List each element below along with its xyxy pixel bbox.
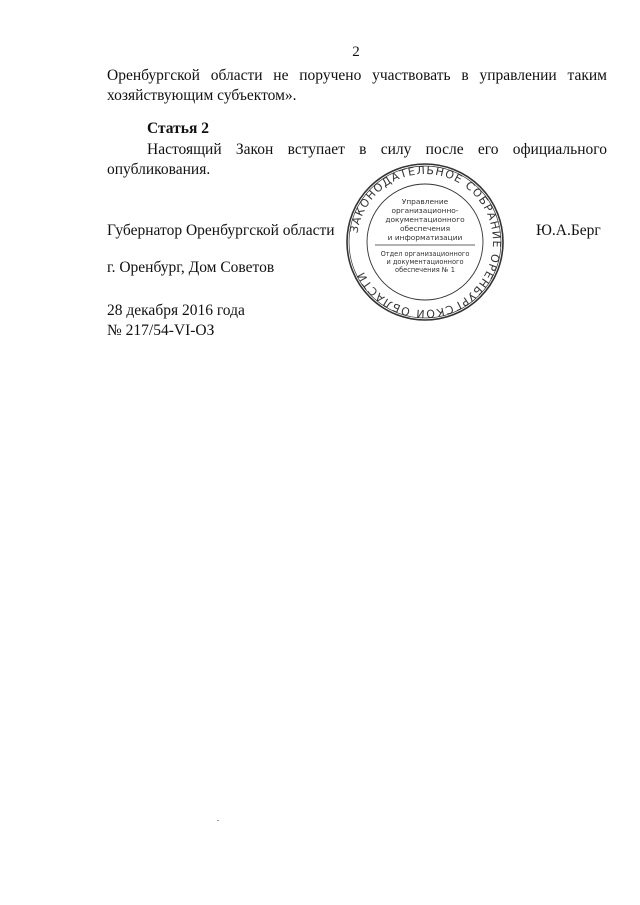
law-number: № 217/54-VI-ОЗ xyxy=(107,322,215,339)
seal-inner-line: и информатизации xyxy=(387,233,463,242)
paragraph-continuation xyxy=(107,66,607,106)
seal-inner-line: обеспечения № 1 xyxy=(395,266,455,274)
paragraph-line: опубликования. xyxy=(107,161,211,178)
seal-inner-line: Отдел организационного xyxy=(380,250,470,258)
paragraph-line: хозяйствующим субъектом». xyxy=(107,87,297,104)
seal-inner-line: и документационного xyxy=(386,258,464,266)
seal-inner-line: Управление xyxy=(401,197,449,206)
official-seal xyxy=(345,162,505,322)
paragraph-line: Оренбургской области не поручено участвовать в управлении таким xyxy=(107,67,607,84)
article-heading: Статья 2 xyxy=(147,120,209,137)
paragraph-line: Настоящий Закон вступает в силу после его официального xyxy=(147,141,607,158)
signing-place: г. Оренбург, Дом Советов xyxy=(107,259,275,276)
signatory-name: Ю.А.Берг xyxy=(536,222,601,239)
seal-outer-text: ЗАКОНОДАТЕЛЬНОЕ СОБРАНИЕ ОРЕНБУРГСКОЙ ОБЛАСТИ xyxy=(347,163,504,321)
seal-inner-line: обеспечения xyxy=(399,224,451,233)
seal-inner-line: организационно- xyxy=(391,206,459,215)
seal-inner-line: документационного xyxy=(385,215,465,224)
law-date: 28 декабря 2016 года xyxy=(107,302,245,319)
scan-speck xyxy=(217,820,219,821)
law-date-block xyxy=(107,301,245,341)
page-number: 2 xyxy=(352,44,360,60)
signatory-position: Губернатор Оренбургской области xyxy=(107,222,335,239)
